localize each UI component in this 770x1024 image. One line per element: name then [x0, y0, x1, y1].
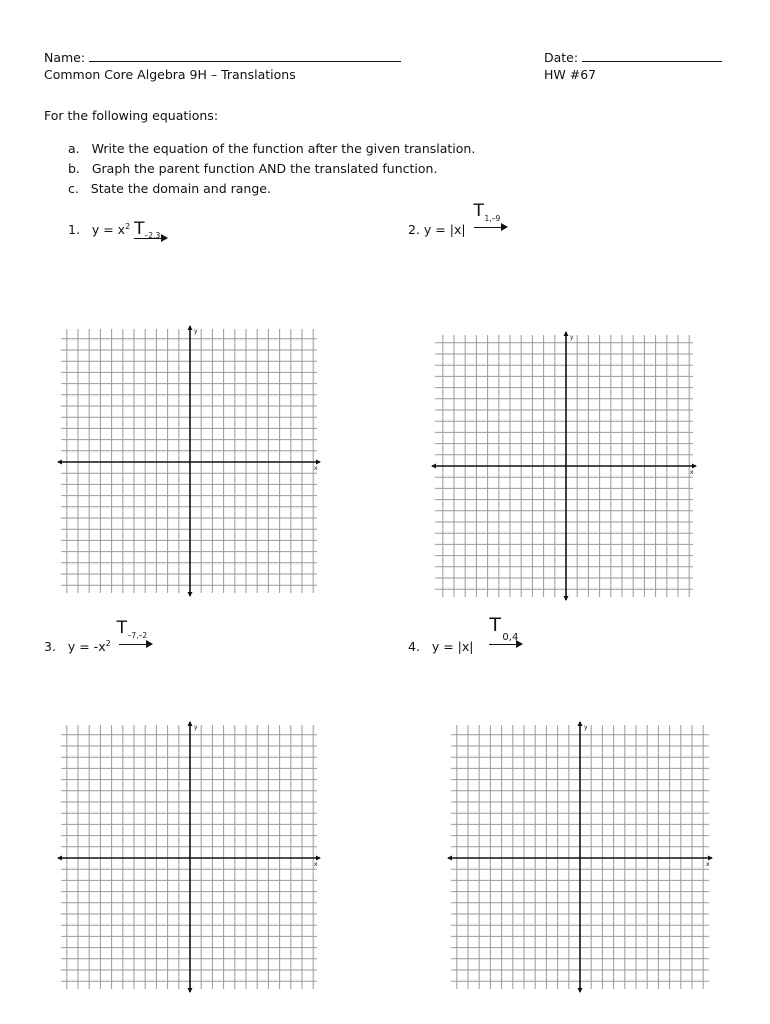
problem-number: 2.	[408, 222, 420, 237]
y-axis-label: y	[570, 334, 574, 341]
translation-symbol: T	[489, 614, 502, 636]
x-axis-label: x	[706, 861, 710, 868]
instruction-item-c	[68, 182, 271, 196]
translation-subscript: 0,4	[502, 632, 519, 643]
x-axis-arrow-icon	[316, 856, 321, 861]
translation-symbol: T	[473, 201, 484, 221]
translation-subscript: –2,3	[144, 231, 161, 240]
problem-equation: y = x	[91, 222, 126, 237]
coordinate-plane[interactable]	[430, 330, 698, 602]
translation-symbol: T	[116, 618, 128, 638]
x-axis-arrow-icon	[708, 856, 713, 861]
name-blank[interactable]	[89, 50, 401, 62]
problem-equation: y = -x	[67, 639, 106, 654]
y-axis-arrow-icon	[578, 988, 583, 993]
instruction-text: State the domain and range.	[90, 181, 271, 196]
y-axis-arrow-icon	[188, 721, 193, 726]
translation-group	[485, 614, 525, 651]
equation-exponent: 2	[125, 222, 131, 231]
date-blank[interactable]	[582, 50, 722, 62]
arrow-icon	[134, 234, 168, 242]
y-axis-arrow-icon	[188, 988, 193, 993]
x-axis-arrow-icon	[57, 856, 62, 861]
arrow-icon	[119, 640, 153, 648]
x-axis-label: x	[314, 861, 318, 868]
x-axis-arrow-icon	[447, 856, 452, 861]
translation-group	[470, 201, 508, 234]
problem-equation: y = |x|	[423, 222, 466, 237]
arrow-icon	[489, 640, 523, 648]
graph-grid-3[interactable]	[56, 720, 322, 994]
course-title: Common Core Algebra 9H – Translations	[44, 67, 296, 82]
instruction-marker: a.	[68, 141, 80, 156]
y-axis-label: y	[194, 328, 198, 335]
homework-number: HW #67	[544, 67, 597, 82]
problem-number: 3.	[44, 639, 56, 654]
translation-subscript: –7,–2	[127, 631, 148, 640]
y-axis-arrow-icon	[564, 331, 569, 336]
instruction-item-b	[68, 162, 437, 176]
coordinate-plane[interactable]	[56, 720, 322, 994]
y-axis-arrow-icon	[578, 721, 583, 726]
name-label: Name:	[44, 50, 86, 65]
x-axis-arrow-icon	[692, 464, 697, 469]
x-axis-arrow-icon	[431, 464, 436, 469]
date-label: Date:	[544, 50, 579, 65]
problem-equation: y = |x|	[431, 639, 474, 654]
translation-group	[115, 618, 155, 651]
translation-subscript: 1,–9	[484, 214, 501, 223]
y-axis-arrow-icon	[188, 325, 193, 330]
arrow-icon	[474, 223, 508, 231]
graph-grid-2[interactable]	[430, 330, 698, 602]
instruction-marker: b.	[68, 161, 80, 176]
problem-2	[408, 201, 508, 237]
problem-number: 4.	[408, 639, 420, 654]
instruction-text: Graph the parent function AND the translated function.	[91, 161, 438, 176]
problem-4	[408, 614, 525, 654]
problem-3	[44, 618, 155, 656]
y-axis-arrow-icon	[564, 596, 569, 601]
instruction-text: Write the equation of the function after the given translation.	[91, 141, 476, 156]
x-axis-label: x	[314, 465, 318, 472]
coordinate-plane[interactable]	[446, 720, 714, 994]
coordinate-plane[interactable]	[56, 324, 322, 598]
date-field[interactable]	[544, 50, 722, 65]
problem-number: 1.	[68, 222, 80, 237]
translation-symbol: T	[134, 219, 145, 239]
graph-grid-4[interactable]	[446, 720, 714, 994]
x-axis-arrow-icon	[316, 460, 321, 465]
y-axis-label: y	[194, 724, 198, 731]
name-field[interactable]	[44, 50, 401, 65]
instruction-item-a	[68, 142, 475, 156]
equation-exponent: 2	[105, 639, 111, 648]
x-axis-arrow-icon	[57, 460, 62, 465]
instruction-marker: c.	[68, 181, 79, 196]
instructions-intro: For the following equations:	[44, 108, 219, 123]
x-axis-label: x	[690, 469, 694, 476]
y-axis-label: y	[584, 724, 588, 731]
graph-grid-1[interactable]	[56, 324, 322, 598]
problem-1	[68, 219, 168, 240]
y-axis-arrow-icon	[188, 592, 193, 597]
